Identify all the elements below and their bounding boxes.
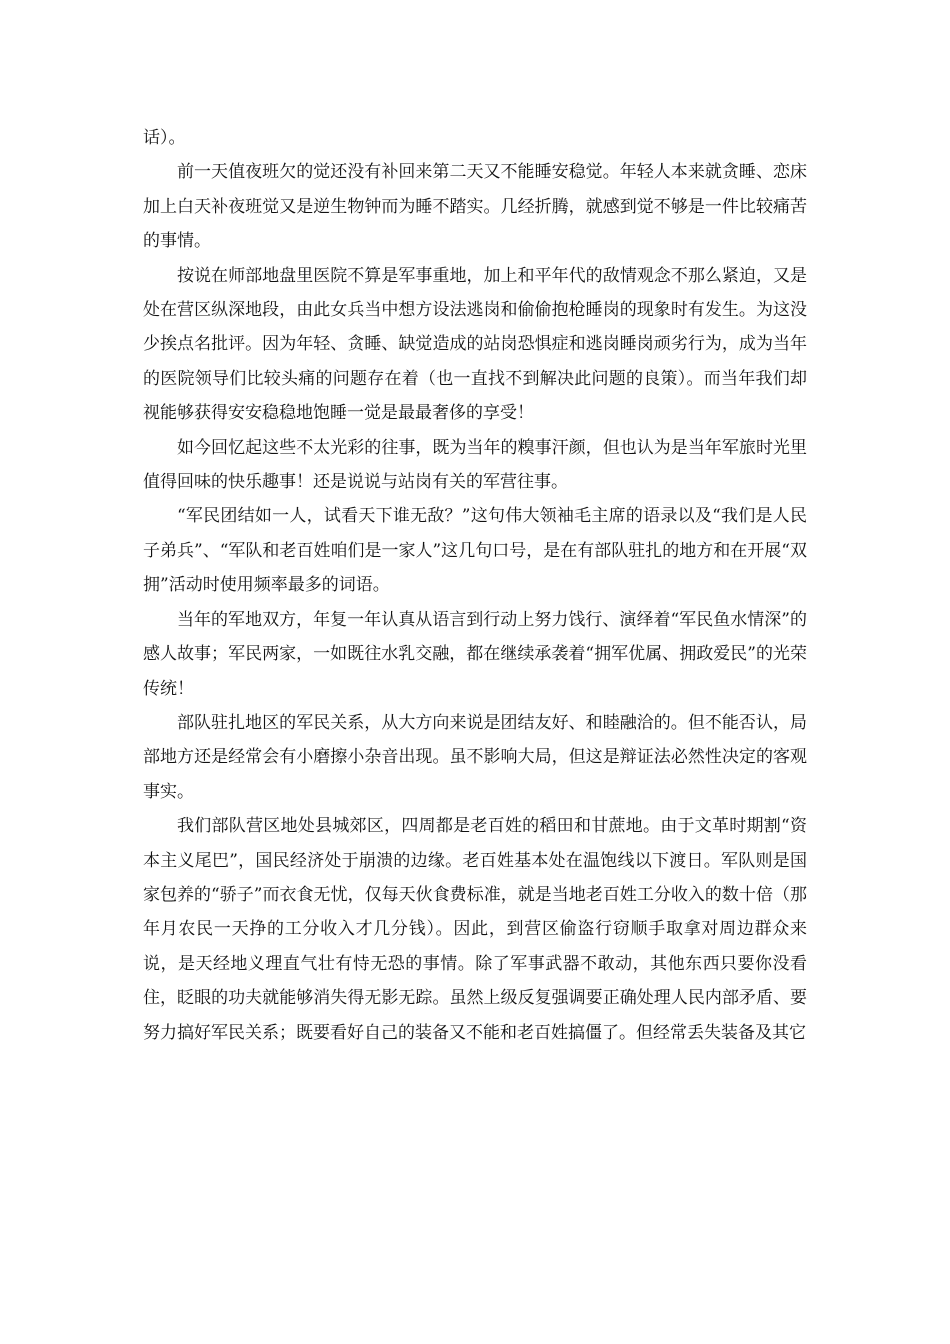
paragraph: 话）。 [143,128,186,148]
document-body [143,121,807,1050]
paragraph: “军民团结如一人，试看天下谁无敌？”这句伟大领袖毛主席的语录以及“我们是人民子弟兵”、“军队和老百姓咱们是一家人”这几句口号，是在有部队驻扎的地方和在开展“双拥”活动时使用频率最多的词语。 [143,506,807,596]
paragraph: 如今回忆起这些不太光彩的往事，既为当年的糗事汗颜，但也认为是当年军旅时光里值得回味的快乐趣事！还是说说与站岗有关的军营往事。 [143,437,807,493]
paragraph: 部队驻扎地区的军民关系，从大方向来说是团结友好、和睦融洽的。但不能否认，局部地方还是经常会有小磨擦小杂音出现。虽不影响大局，但这是辩证法必然性决定的客观事实。 [143,712,807,802]
paragraph: 我们部队营区地处县城郊区，四周都是老百姓的稻田和甘蔗地。由于文革时期割“资本主义尾巴”，国民经济处于崩溃的边缘。老百姓基本处在温饱线以下渡日。军队则是国家包养的“骄子”而衣食无忧，仅每天伙食费标准，就是当地老百姓工分收入的数十倍（那年月农民一天挣的工分收入才几分钱）。因此，到营区偷盗行窃顺手取拿对周边群众来说，是天经地义理直气壮有恃无恐的事情。除了军事武器不敢动，其他东西只要你没看住，眨眼的功夫就能够消失得无影无踪。虽然上级反复强调要正确处理人民内部矛盾、要努力搞好军民关系；既要看好自己的装备又不能和老百姓搞僵了。但经常丢失装备及其它 [143,816,807,1043]
paragraph: 当年的军地双方，年复一年认真从语言到行动上努力饯行、演绎着“军民鱼水情深”的感人故事；军民两家，一如既往水乳交融，都在继续承袭着“拥军优属、拥政爱民”的光荣传统！ [143,609,807,699]
paragraph: 按说在师部地盘里医院不算是军事重地，加上和平年代的敌情观念不那么紧迫，又是处在营区纵深地段，由此女兵当中想方设法逃岗和偷偷抱枪睡岗的现象时有发生。为这没少挨点名批评。因为年轻、贪睡、缺觉造成的站岗恐惧症和逃岗睡岗顽劣行为，成为当年的医院领导们比较头痛的问题存在着（也一直找不到解决此问题的良策）。而当年我们却视能够获得安安稳稳地饱睡一觉是最最奢侈的享受！ [143,265,807,424]
paragraph: 前一天值夜班欠的觉还没有补回来第二天又不能睡安稳觉。年轻人本来就贪睡、恋床加上白天补夜班觉又是逆生物钟而为睡不踏实。几经折腾，就感到觉不够是一件比较痛苦的事情。 [143,162,807,252]
